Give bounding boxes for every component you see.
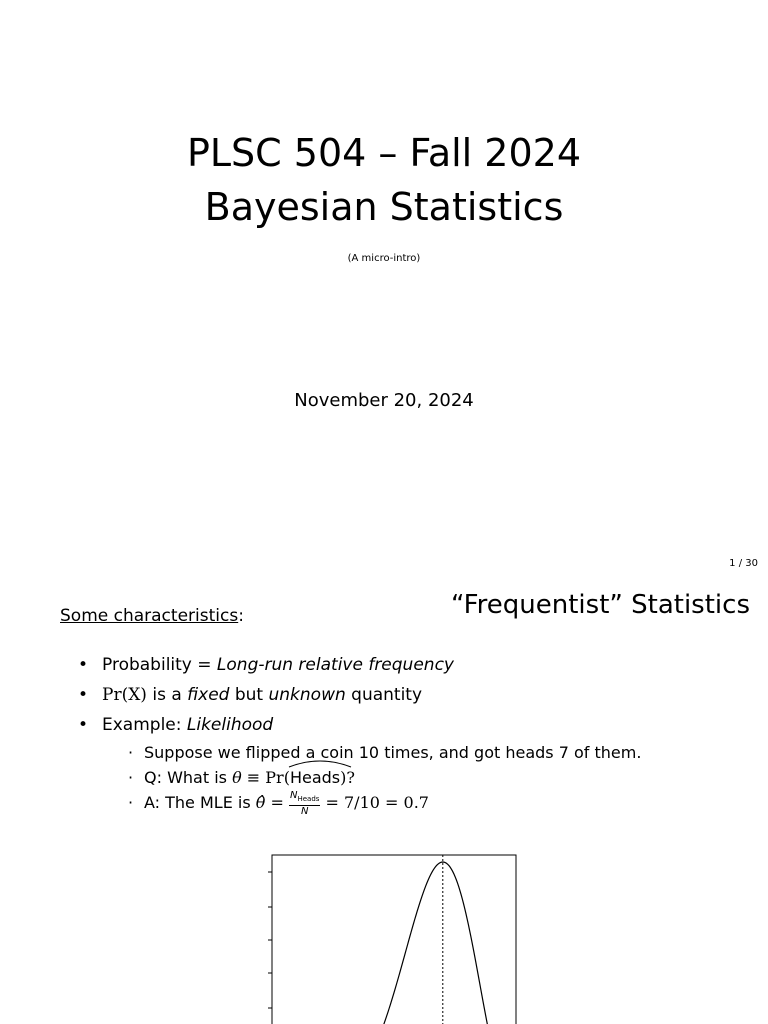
slide-title: [0, 126, 768, 234]
plot-frame: [272, 855, 516, 1024]
page-number: 1 / 30: [729, 558, 758, 569]
bullet-dot-icon: •: [78, 655, 89, 675]
slide-subtitle: (A micro-intro): [347, 253, 421, 264]
slide-date: November 20, 2024: [294, 390, 474, 411]
likelihood-curve: [272, 862, 516, 1024]
sub-bullet-dot-icon: ·: [128, 743, 134, 762]
sub-bullet-dot-icon: ·: [128, 768, 134, 787]
bullet-dot-icon: •: [78, 715, 89, 735]
bullet-dot-icon: •: [78, 685, 89, 705]
bullet-item: • Pr(X) is a fixed but unknown quantity: [78, 680, 454, 710]
sub-bullet-dot-icon: ·: [128, 793, 134, 812]
bullet-item: • Example: Likelihood: [78, 710, 454, 740]
wide-hat-icon: [288, 758, 352, 768]
y-axis-ticks: [268, 872, 272, 1008]
slide2-title: “Frequentist” Statistics: [450, 590, 750, 620]
sub-bullet-item: · A: The MLE is θ̂ = $\frac{N_{Heads}}{N}$ = 7/10 = 0.7: [128, 790, 429, 817]
mle-fraction: $\frac{N_{Heads}}{N}$: [289, 790, 320, 817]
sub-bullet-item: · Suppose we flipped a coin 10 times, and got heads 7 of them.: [128, 740, 641, 765]
likelihood-chart: [262, 850, 522, 1024]
bullet-item: • Probability = Long-run relative frequency: [78, 650, 454, 680]
sub-bullet-list: [128, 740, 641, 817]
sub-bullet-item: · Q: What is θ ≡ Pr( Heads)?: [128, 765, 641, 790]
title-line-1: PLSC 504 – Fall 2024: [186, 131, 582, 175]
bullet-list: [78, 650, 454, 740]
title-line-2: Bayesian Statistics: [204, 185, 564, 229]
section-heading: Some characteristics:: [60, 606, 244, 626]
